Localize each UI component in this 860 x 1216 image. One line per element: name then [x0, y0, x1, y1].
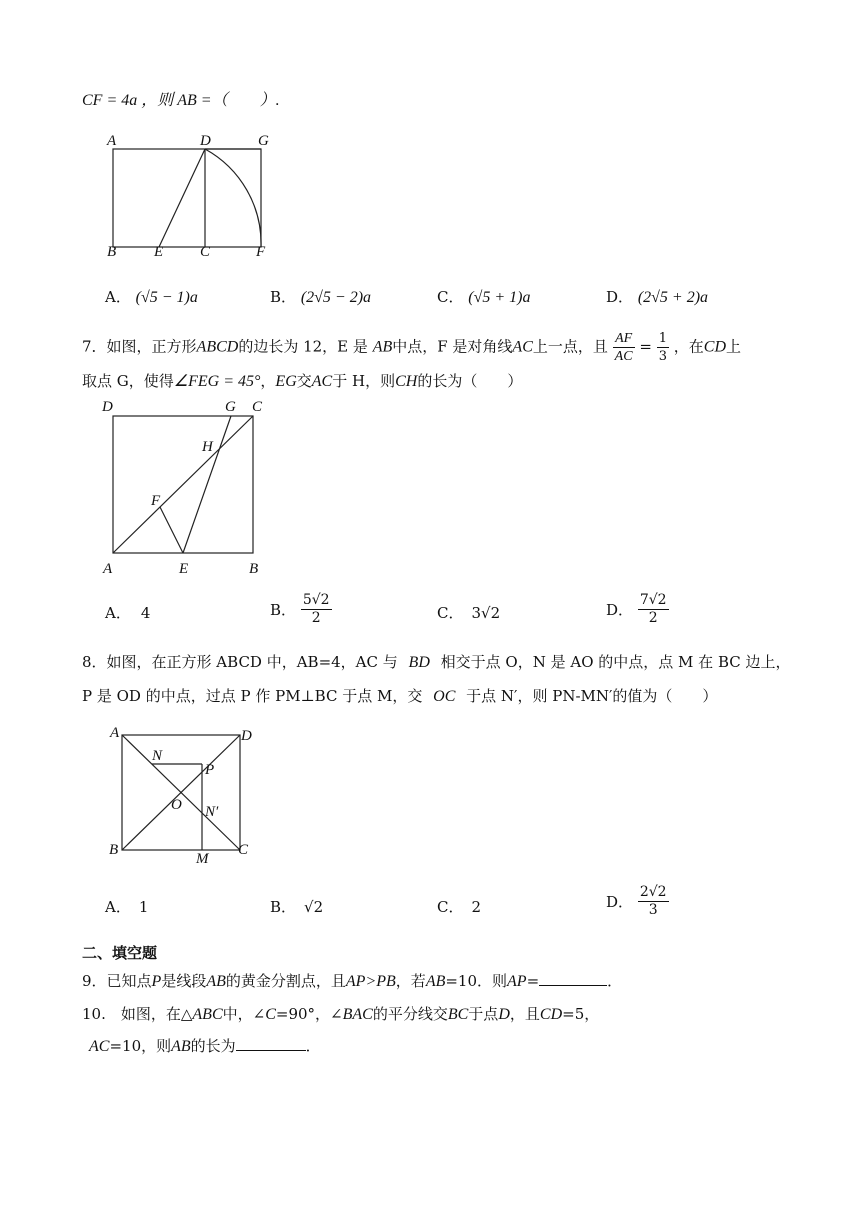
q7-label-h: H — [202, 439, 213, 455]
q7-label-a: A — [103, 561, 113, 577]
q8-figure — [104, 722, 264, 866]
q7-stem-line2: 取点 G，使得∠FEG = 45°，EG交AC于 H，则CH的长为（ ） — [82, 372, 523, 390]
q8-label-o: O — [171, 797, 182, 813]
q7-option-b: B． $\frac{5√2}{2}$ — [270, 592, 330, 626]
q6-label-e: E — [154, 244, 164, 260]
q6-stem-tail — [82, 90, 280, 111]
q8-label-a: A — [110, 725, 120, 741]
q6-label-f: F — [256, 244, 266, 260]
q8-label-n: N — [152, 748, 163, 764]
q7-label-d: D — [102, 399, 113, 415]
q8-label-m: M — [196, 851, 209, 866]
q6-label-d: D — [200, 133, 211, 149]
q7-label-f: F — [151, 493, 161, 509]
q6-label-a: A — [107, 133, 117, 149]
q8-stem-line1: 8．如图，在正方形 ABCD 中，AB=4，AC 与 BD 相交于点 O，N 是 AO 的中点，点 M 在 BC 边上， — [82, 653, 791, 671]
q7-figure — [98, 394, 273, 580]
q8-label-c: C — [238, 842, 249, 858]
q8-label-p: P — [205, 762, 215, 778]
q7-label-c: C — [252, 399, 263, 415]
q7-option-c: C． 3√2 — [437, 604, 501, 622]
q7-option-a: A． 4 — [105, 604, 151, 622]
q7-option-d: D． $\frac{7√2}{2}$ — [606, 592, 667, 626]
q6-label-c: C — [200, 244, 211, 260]
q7-label-g: G — [225, 399, 236, 415]
q8-option-c: C． 2 — [437, 898, 482, 916]
q6-option-a: A． (√5 − 1)a — [105, 288, 198, 306]
q10-answer-blank[interactable] — [236, 1036, 306, 1051]
q6-label-g: G — [258, 133, 269, 149]
q8-option-a: A． 1 — [105, 898, 149, 916]
q7-fraction-one-third: $\frac{1}{3}$ — [658, 331, 667, 364]
section-title-fill-in: 二、填空题 — [82, 944, 158, 962]
q6-option-d: D． (2√5 + 2)a — [606, 288, 709, 306]
q7-fraction-af-ac: $\frac{AF}{AC}$ — [614, 331, 633, 364]
q8-label-b: B — [109, 842, 119, 858]
q9-answer-blank[interactable] — [539, 971, 607, 986]
q6-label-b: B — [107, 244, 117, 260]
q8-option-b: B． √2 — [270, 898, 324, 916]
q9-stem: 9．已知点P是线段AB的黄金分割点，且AP>PB，若AB=10．则AP= ． — [82, 972, 623, 990]
q8-label-d: D — [241, 728, 252, 744]
q8-option-d: D． $\frac{2√2}{3}$ — [606, 884, 667, 918]
q8-label-n-prime: N′ — [205, 804, 219, 820]
q8-stem-line2: P 是 OD 的中点，过点 P 作 PM⊥BC 于点 M，交 OC 于点 N′，则 PN-MN′的值为（ ） — [82, 687, 718, 705]
q7-label-e: E — [179, 561, 189, 577]
q6-option-b: B． (2√5 − 2)a — [270, 288, 372, 306]
q6-stem-text: CF = 4a ，则 AB =（ ）. — [82, 92, 280, 109]
q10-stem-line1: 10. 如图，在△ABC中，∠C=90°，∠BAC的平分线交BC于点D，且CD=5， — [82, 1005, 600, 1023]
q6-option-c: C． (√5 + 1)a — [437, 288, 531, 306]
q10-stem-line2: AC=10，则AB的长为 ． — [89, 1037, 321, 1055]
q7-stem-line1: 7．如图，正方形ABCD的边长为 12，E 是 AB中点，F 是对角线AC上一点，且 $\frac{AF}{AC}$ = $\frac{1}{3}$ ，在CD上 — [82, 331, 742, 364]
q7-label-b: B — [249, 561, 259, 577]
q6-figure — [100, 128, 285, 260]
